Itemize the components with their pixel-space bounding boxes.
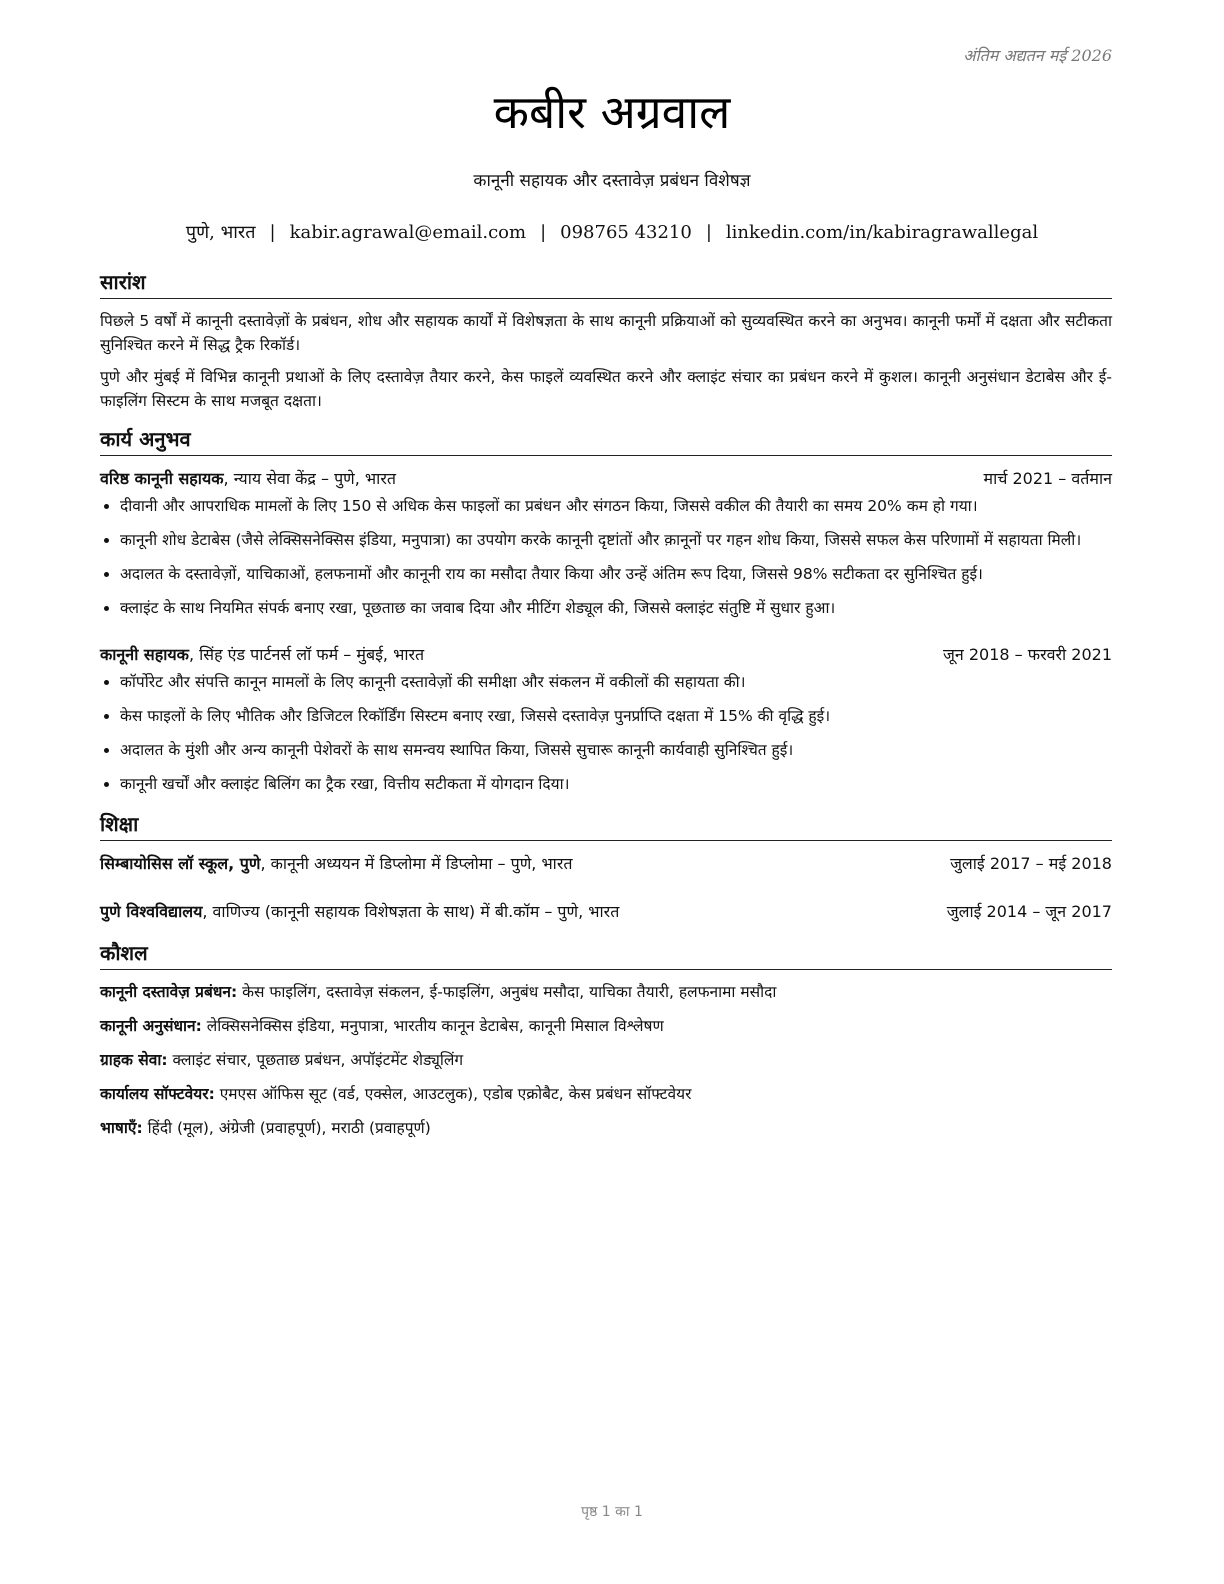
education-detail: , कानूनी अध्ययन में डिप्लोमा में डिप्लोमा – पुणे, भारत [260,854,573,873]
education-line [100,851,573,877]
education-dates: जुलाई 2017 – मई 2018 [950,854,1112,873]
contact-separator: | [269,222,276,243]
job-title: कानूनी सहायक [100,645,189,664]
job-header [100,466,1112,492]
job-title: वरिष्ठ कानूनी सहायक [100,469,224,488]
contact-separator: | [540,222,547,243]
education-section [100,810,1112,925]
job-bullet: • कानूनी खर्चों और क्लाइंट बिलिंग का ट्रैक रखा, वित्तीय सटीकता में योगदान दिया। [120,772,1112,796]
job-bullet: • कॉर्पोरेट और संपत्ति कानून मामलों के लिए कानूनी दस्तावेज़ों की समीक्षा और संकलन में वकीलों की सहायता की। [120,670,1112,694]
skill-label: कानूनी दस्तावेज़ प्रबंधन: [100,983,238,1001]
tagline: कानूनी सहायक और दस्तावेज़ प्रबंधन विशेषज्ञ [473,171,751,191]
experience-section [100,425,1112,796]
job-bullet: • कानूनी शोध डेटाबेस (जैसे लेक्सिसनेक्सिस इंडिया, मनुपात्रा) का उपयोग करके कानूनी दृष्टांतों और क़ानूनों पर गहन शोध किया, जिससे सफल केस परिणामों में सहायता मिली। [120,528,1112,552]
job-bullets [100,670,1112,796]
education-entry [100,851,1112,877]
contact-separator: | [705,222,712,243]
skill-label: कानूनी अनुसंधान: [100,1017,202,1035]
job-title-line [100,466,396,492]
skill-label: कार्यालय सॉफ्टवेयर: [100,1085,215,1103]
job-dates: जून 2018 – फरवरी 2021 [943,645,1112,664]
contact-location: पुणे, भारत [185,222,256,243]
resume-body [100,268,1112,1150]
section-heading-education: शिक्षा [100,810,1112,841]
job-title-line [100,642,424,668]
job-bullet: • दीवानी और आपराधिक मामलों के लिए 150 से अधिक केस फाइलों का प्रबंधन और संगठन किया, जिससे वकील की तैयारी का समय 20% कम हो गया। [120,494,1112,518]
job-bullet: • केस फाइलों के लिए भौतिक और डिजिटल रिकॉर्डिंग सिस्टम बनाए रखा, जिससे दस्तावेज़ पुनर्प्राप्ति दक्षता में 15% की वृद्धि हुई। [120,704,1112,728]
skill-value: एमएस ऑफिस सूट (वर्ड, एक्सेल, आउटलुक), एडोब एक्रोबैट, केस प्रबंधन सॉफ्टवेयर [214,1085,692,1103]
education-entry [100,899,1112,925]
skill-line [100,1116,1112,1140]
last-updated: अंतिम अद्यतन मई 2026 [963,46,1112,65]
page-number: पृष्ठ 1 का 1 [581,1504,643,1520]
job-bullets [100,494,1112,620]
skill-label: ग्राहक सेवा: [100,1051,168,1069]
skill-value: हिंदी (मूल), अंग्रेजी (प्रवाहपूर्ण), मराठी (प्रवाहपूर्ण) [142,1119,431,1137]
summary-paragraph: पुणे और मुंबई में विभिन्न कानूनी प्रथाओं के लिए दस्तावेज़ तैयार करने, केस फाइलें व्यवस्थित करने और क्लाइंट संचार का प्रबंधन करने में कुशल। कानूनी अनुसंधान डेटाबेस और ई-फाइलिंग सिस्टम के साथ मजबूत दक्षता। [100,368,1112,410]
job-dates: मार्च 2021 – वर्तमान [983,469,1112,488]
job-bullet: • क्लाइंट के साथ नियमित संपर्क बनाए रखा, पूछताछ का जवाब दिया और मीटिंग शेड्यूल की, जिससे क्लाइंट संतुष्टि में सुधार हुआ। [120,596,1112,620]
skills-section [100,939,1112,1140]
education-school: सिम्बायोसिस लॉ स्कूल, पुणे [100,854,261,873]
job-header [100,642,1112,668]
skill-value: क्लाइंट संचार, पूछताछ प्रबंधन, अपॉइंटमेंट शेड्यूलिंग [167,1051,464,1069]
skill-line [100,1048,1112,1072]
job-org: , सिंह एंड पार्टनर्स लॉ फर्म – मुंबई, भारत [188,645,425,664]
contact-line [0,220,1224,244]
job-org: , न्याय सेवा केंद्र – पुणे, भारत [223,469,396,488]
section-heading-experience: कार्य अनुभव [100,425,1112,456]
education-line [100,899,619,925]
summary-paragraph: पिछले 5 वर्षों में कानूनी दस्तावेज़ों के प्रबंधन, शोध और सहायक कार्यों में विशेषज्ञता के साथ कानूनी प्रक्रियाओं को सुव्यवस्थित करने का अनुभव। कानूनी फर्मों में दक्षता और सटीकता सुनिश्चित करने में सिद्ध ट्रैक रिकॉर्ड। [100,312,1112,354]
contact-email[interactable]: kabir.agrawal@email.com [289,222,527,243]
job-entry [100,466,1112,620]
section-heading-skills: कौशल [100,939,1112,970]
education-school: पुणे विश्वविद्यालय [100,902,203,921]
skill-value: लेक्सिसनेक्सिस इंडिया, मनुपात्रा, भारतीय कानून डेटाबेस, कानूनी मिसाल विश्लेषण [201,1017,664,1035]
skill-line [100,1082,1112,1106]
section-heading-summary: सारांश [100,268,1112,299]
skill-value: केस फाइलिंग, दस्तावेज़ संकलन, ई-फाइलिंग, अनुबंध मसौदा, याचिका तैयारी, हलफनामा मसौदा [237,983,777,1001]
contact-linkedin[interactable]: linkedin.com/in/kabiragrawallegal [725,222,1039,243]
job-entry [100,642,1112,796]
skill-line [100,980,1112,1004]
skill-label: भाषाएँ: [100,1119,143,1137]
job-bullet: • अदालत के मुंशी और अन्य कानूनी पेशेवरों के साथ समन्वय स्थापित किया, जिससे सुचारू कानूनी कार्यवाही सुनिश्चित हुई। [120,738,1112,762]
skill-line [100,1014,1112,1038]
candidate-name: कबीर अग्रवाल [493,85,731,139]
contact-phone[interactable]: 098765 43210 [560,222,692,243]
summary-section [100,268,1112,413]
job-bullet: • अदालत के दस्तावेज़ों, याचिकाओं, हलफनामों और कानूनी राय का मसौदा तैयार किया और उन्हें अंतिम रूप दिया, जिससे 98% सटीकता दर सुनिश्चित हुई। [120,562,1112,586]
education-detail: , वाणिज्य (कानूनी सहायक विशेषज्ञता के साथ) में बी.कॉम – पुणे, भारत [202,902,620,921]
education-dates: जुलाई 2014 – जून 2017 [946,902,1112,921]
